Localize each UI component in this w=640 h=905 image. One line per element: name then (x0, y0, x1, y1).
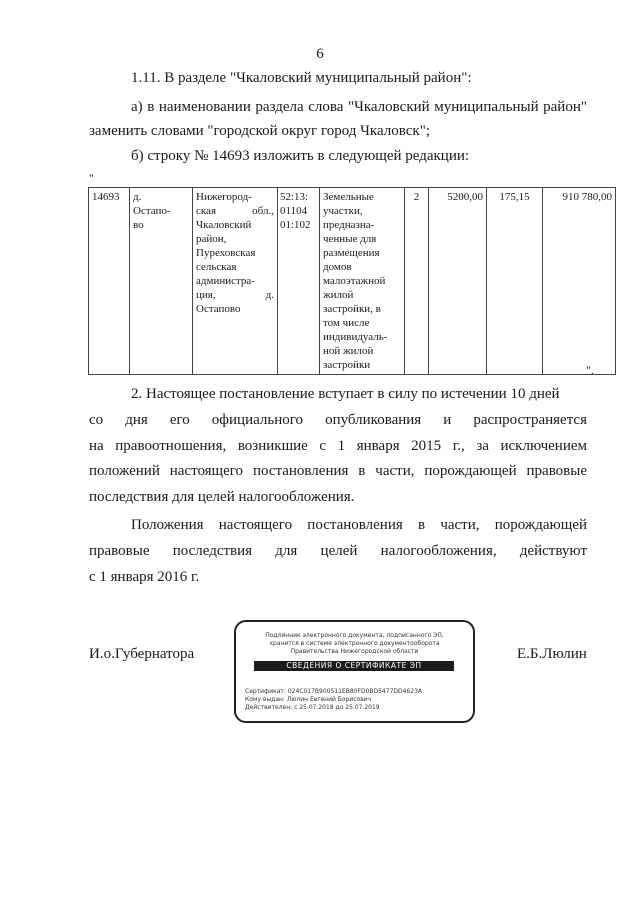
description-line: застройки, в (323, 303, 381, 315)
stamp-line-2: хранится в системе электронного документооборота (269, 640, 440, 647)
rate-value: 175,15 (499, 191, 530, 203)
cell-value (543, 188, 616, 375)
cell-rate (487, 188, 543, 375)
cell-locality (130, 188, 193, 375)
section-2-line-1: 2. Настоящее постановление вступает в силу по истечении 10 дней (131, 386, 560, 402)
description-line: Земельные (323, 191, 374, 203)
signatory-name: Е.Б.Люлин (517, 646, 587, 662)
stamp-line-1: Подлинник электронного документа, подписанного ЭП, (265, 632, 444, 639)
cadastral-value: 910 780,00 (562, 191, 612, 203)
stamp-line-3: Правительства Нижегородской области (290, 648, 419, 655)
opening-quote: " (89, 171, 94, 185)
address-line: район, (196, 233, 227, 245)
section-3-line-1: Положения настоящего постановления в части, порождающей (131, 517, 587, 533)
section-2-line-4: положений настоящего постановления в части, порождающей правовые (89, 463, 587, 479)
description-line: малоэтажной (323, 275, 386, 287)
paragraph-a-line-2: заменить словами "городской округ город Чкаловск"; (89, 123, 430, 139)
section-2-line-3: на правоотношения, возникшие с 1 января 2015 г., за исключением (89, 438, 587, 454)
description-line: застройки (323, 359, 371, 371)
row-number: 14693 (92, 191, 120, 203)
cell-cadastre (278, 188, 320, 375)
stamp-validity: Действителен: с 25.07.2018 до 25.07.2019 (245, 704, 380, 711)
closing-quote: ". (586, 363, 594, 377)
locality-line: д. (133, 191, 142, 203)
address-line: сельская (196, 261, 237, 273)
cell-number (89, 188, 130, 375)
section-2-line-5: последствия для целей налогообложения. (89, 489, 355, 505)
description-line: размещения (323, 247, 380, 259)
register-table (88, 187, 616, 375)
cadastre-line: 01104 (280, 205, 308, 217)
description-line: ченные для (323, 233, 377, 245)
address-line: Остапово (196, 303, 241, 315)
cell-description (320, 188, 405, 375)
section-3-line-2: правовые последствия для целей налогообложения, действуют (89, 543, 587, 559)
area-value: 5200,00 (447, 191, 483, 203)
cell-address (193, 188, 278, 375)
locality-line: Остапо- (133, 205, 171, 217)
cell-area (429, 188, 487, 375)
description-line: индивидуаль- (323, 331, 388, 343)
section-3-line-3: с 1 января 2016 г. (89, 569, 200, 585)
paragraph-b: б) строку № 14693 изложить в следующей редакции: (131, 148, 470, 164)
electronic-signature-stamp (234, 620, 475, 723)
cadastre-line: 52:13: (280, 191, 309, 203)
paragraph-1-11: 1.11. В разделе "Чкаловский муниципальный район": (131, 70, 472, 86)
paragraph-a-line-1: а) в наименовании раздела слова "Чкаловский муниципальный район" (131, 99, 587, 115)
cadastre-line: 01:102 (280, 219, 311, 231)
address-line: администра- (196, 275, 255, 287)
description-line: ной жилой (323, 345, 374, 357)
page-number: 6 (316, 46, 324, 62)
stamp-header: СВЕДЕНИЯ О СЕРТИФИКАТЕ ЭП (254, 661, 454, 671)
description-line: предназна- (323, 219, 375, 231)
stamp-issued-to: Кому выдан: Люлин Евгений Борисович (245, 696, 372, 703)
signatory-title: И.о.Губернатора (89, 646, 195, 662)
address-line: ская обл., (196, 205, 274, 217)
section-2-line-2: со дня его официального опубликования и распространяется (89, 412, 587, 428)
group-value: 2 (413, 191, 420, 203)
description-line: домов (323, 261, 352, 273)
description-line: том числе (323, 317, 370, 329)
locality-line: во (133, 219, 144, 231)
stamp-certificate: Сертификат: 024C017B900511EB80FD0BD5477DD4623A (245, 688, 423, 695)
cell-group (405, 188, 429, 375)
address-line: Пуреховская (196, 247, 256, 259)
address-line: Чкаловский (196, 219, 252, 231)
address-line: Нижегород- (196, 191, 252, 203)
address-line: ция, д. (196, 289, 274, 301)
table-row (89, 188, 616, 375)
description-line: жилой (323, 289, 354, 301)
description-line: участки, (323, 205, 363, 217)
